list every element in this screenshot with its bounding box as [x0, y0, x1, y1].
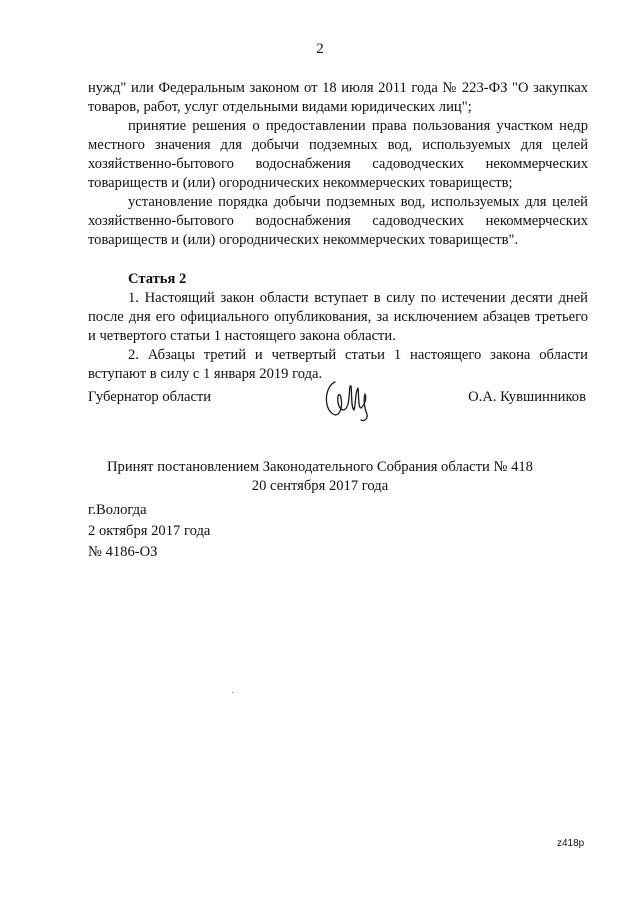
- article-2-item-2: 2. Абзацы третий и четвертый статьи 1 настоящего закона области вступают в силу с 1 января 2019 года.: [88, 347, 588, 382]
- law-number: № 4186-ОЗ: [88, 544, 158, 560]
- paragraph-continuation: нужд" или Федеральным законом от 18 июля 2011 года № 223-ФЗ "О закупках товаров, работ, услуг отдельными видами юридических лиц";: [88, 80, 588, 115]
- adoption-note: [0, 458, 640, 496]
- adoption-resolution: Принят постановлением Законодательного Собрания области № 418: [107, 459, 533, 475]
- scan-speck: [232, 692, 233, 693]
- article-2-heading: Статья 2: [128, 271, 187, 287]
- signing-date: 2 октября 2017 года: [88, 523, 211, 539]
- document-body: [88, 79, 588, 384]
- city: г.Вологда: [88, 502, 147, 518]
- adoption-date: 20 сентября 2017 года: [251, 478, 389, 494]
- article-2-item-1: 1. Настоящий закон области вступает в силу по истечении десяти дней после дня его официального опубликования, за исключением абзацев третьего и четвертого статьи 1 настоящего закона области.: [88, 290, 588, 344]
- signatory-title: Губернатор области: [88, 389, 212, 405]
- signature-block: [88, 388, 588, 428]
- footer-code: z418p: [557, 838, 585, 849]
- paragraph-extraction-procedure: установление порядка добычи подземных вод, используемых для целей хозяйственно-бытового водоснабжения садоводческих некоммерческих товариществ и (или) огороднических некоммерческих товариществ".: [88, 194, 588, 248]
- place-and-date: [88, 500, 388, 563]
- handwritten-signature: [321, 374, 373, 426]
- paragraph-subsoil-decision: принятие решения о предоставлении права пользования участком недр местного значения для добычи подземных вод, используемых для целей хозяйственно-бытового водоснабжения садоводческих некоммерческих товариществ и (или) огороднических некоммерческих товариществ;: [88, 118, 588, 191]
- signatory-name: О.А. Кувшинников: [468, 389, 586, 405]
- page-number: 2: [316, 41, 324, 57]
